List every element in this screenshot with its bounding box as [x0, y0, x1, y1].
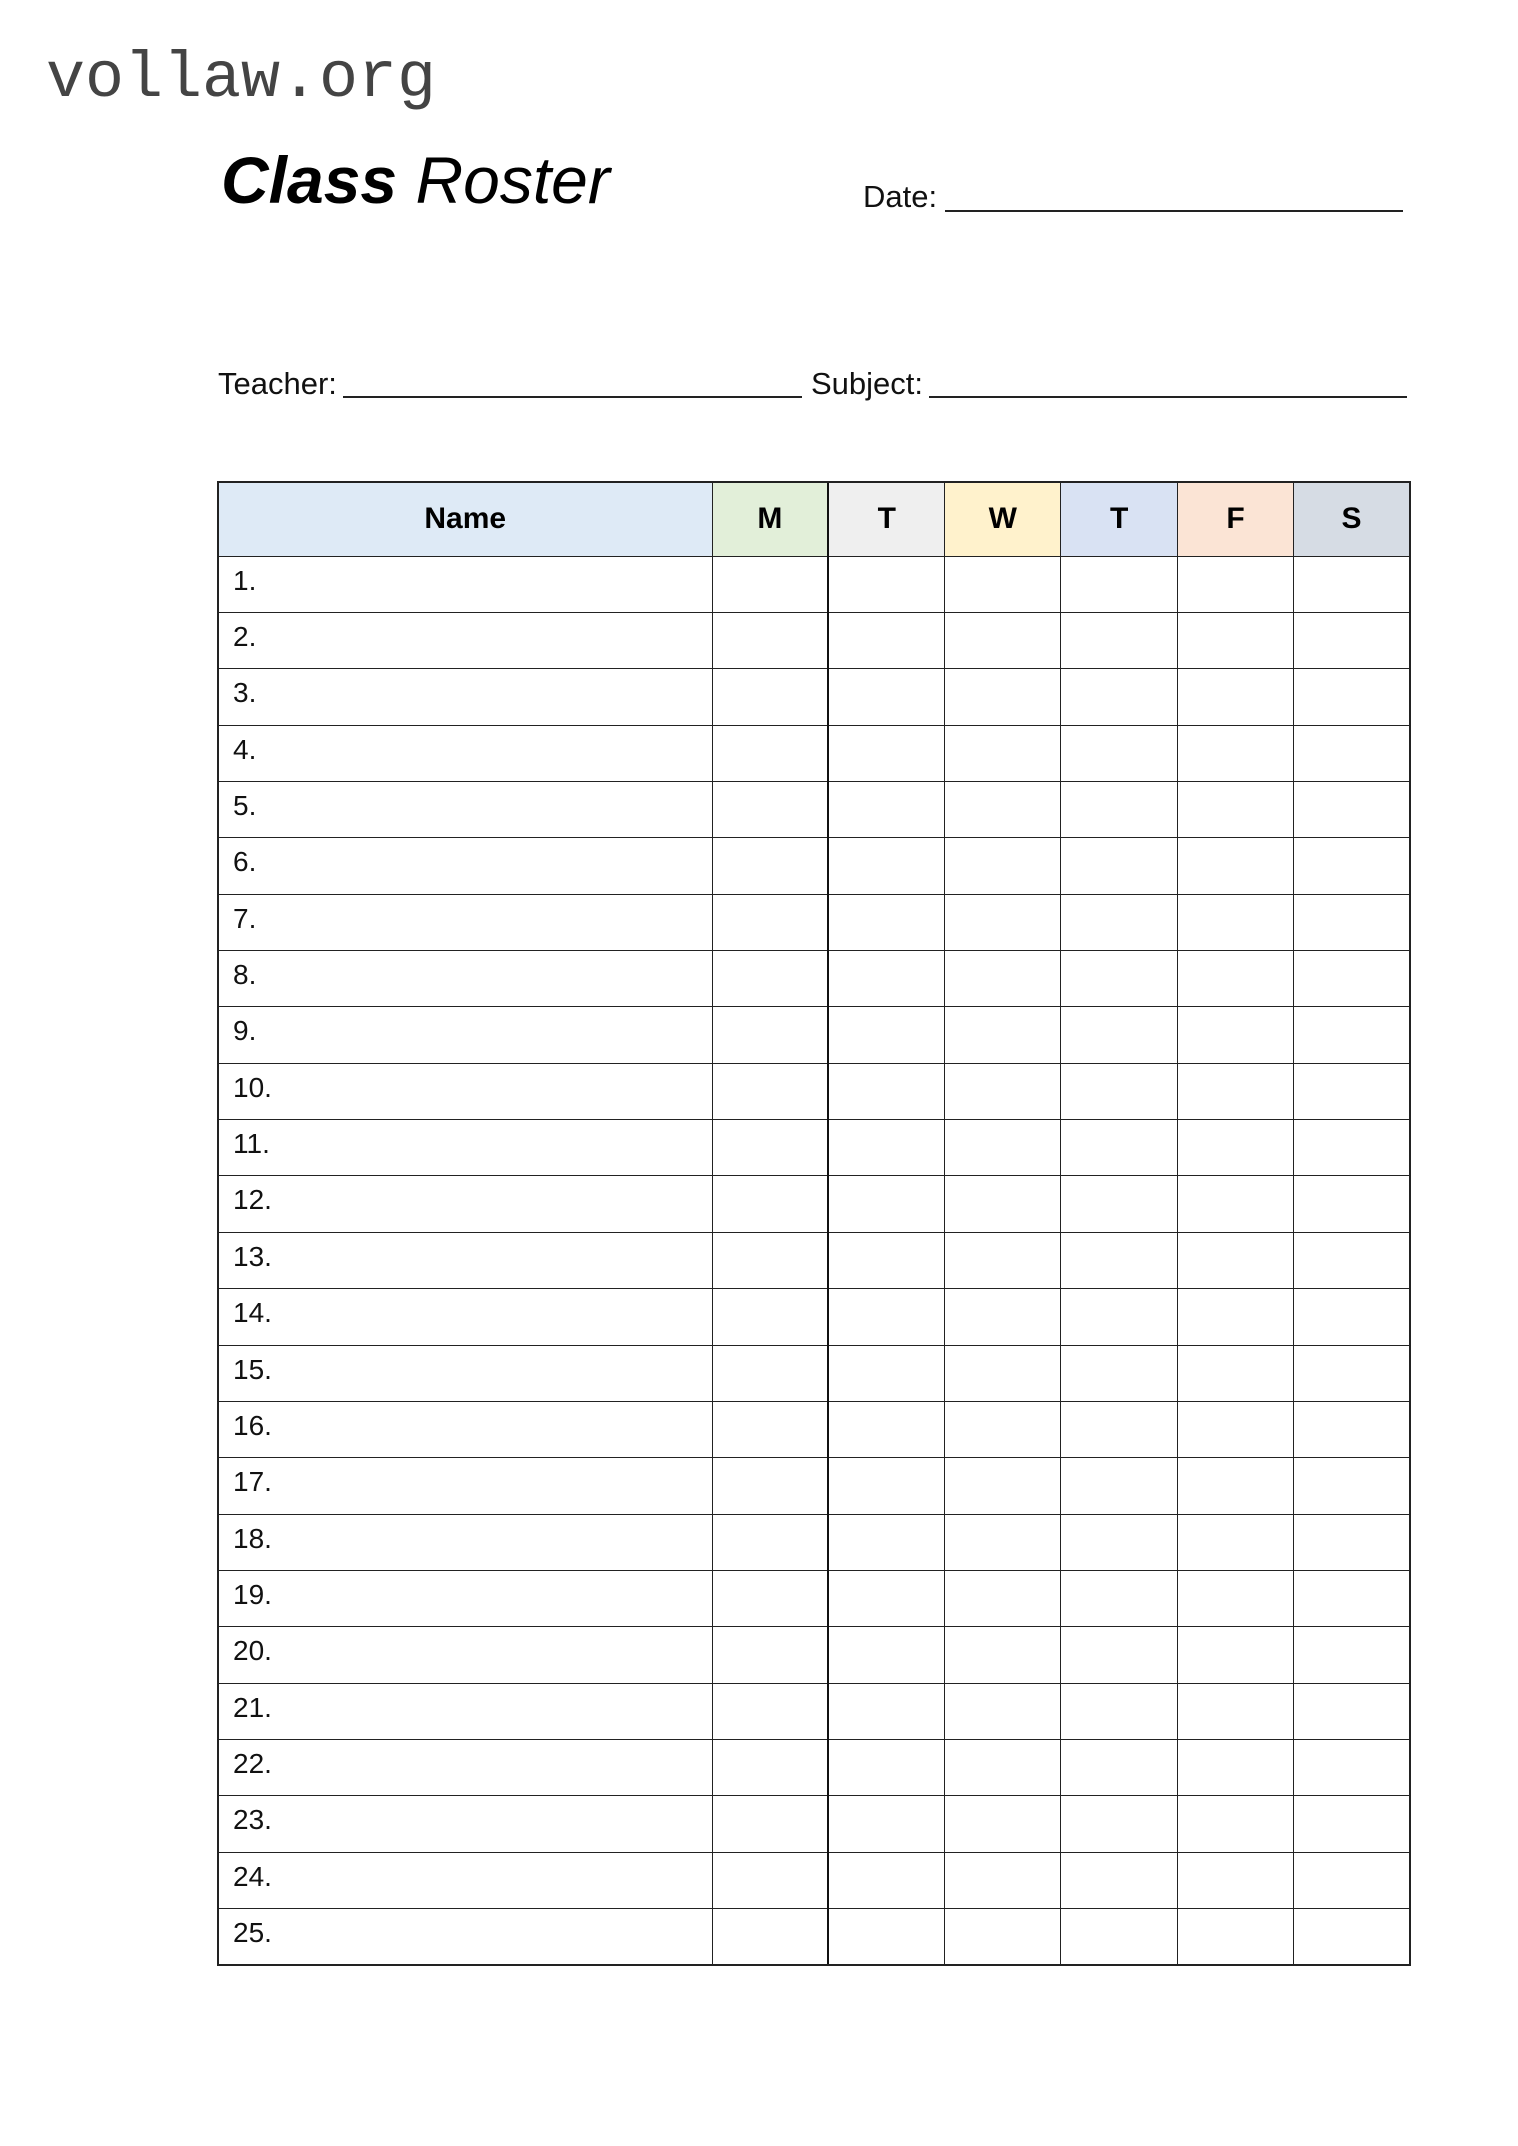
- attendance-cell-friday[interactable]: [1177, 1345, 1293, 1401]
- attendance-cell-monday[interactable]: [712, 1458, 828, 1514]
- attendance-cell-monday[interactable]: [712, 1345, 828, 1401]
- attendance-cell-thursday[interactable]: [1061, 894, 1177, 950]
- table-row: [218, 556, 1410, 612]
- table-row: [218, 1570, 1410, 1626]
- title-regular-part: Roster: [397, 143, 610, 217]
- attendance-cell-wednesday[interactable]: [945, 1627, 1061, 1683]
- attendance-cell-tuesday[interactable]: [828, 1852, 944, 1908]
- attendance-cell-monday[interactable]: [712, 1232, 828, 1288]
- attendance-cell-saturday[interactable]: [1294, 894, 1410, 950]
- attendance-cell-saturday[interactable]: [1294, 1063, 1410, 1119]
- student-name-cell[interactable]: 25.: [218, 1909, 712, 1965]
- attendance-cell-friday[interactable]: [1177, 951, 1293, 1007]
- attendance-cell-tuesday[interactable]: [828, 1627, 944, 1683]
- attendance-cell-thursday[interactable]: [1061, 1176, 1177, 1232]
- student-name-cell[interactable]: 10.: [218, 1063, 712, 1119]
- site-watermark: vollaw.org: [46, 42, 437, 116]
- student-name-cell[interactable]: 18.: [218, 1514, 712, 1570]
- attendance-cell-thursday[interactable]: [1061, 1120, 1177, 1176]
- attendance-cell-friday[interactable]: [1177, 1232, 1293, 1288]
- attendance-cell-tuesday[interactable]: [828, 1007, 944, 1063]
- attendance-cell-monday[interactable]: [712, 1401, 828, 1457]
- attendance-cell-monday[interactable]: [712, 1176, 828, 1232]
- table-row: [218, 1401, 1410, 1457]
- table-row: [218, 1120, 1410, 1176]
- attendance-cell-thursday[interactable]: [1061, 951, 1177, 1007]
- attendance-cell-wednesday[interactable]: [945, 1063, 1061, 1119]
- attendance-cell-saturday[interactable]: [1294, 781, 1410, 837]
- student-name-cell[interactable]: 7.: [218, 894, 712, 950]
- table-row: [218, 1627, 1410, 1683]
- attendance-cell-friday[interactable]: [1177, 1514, 1293, 1570]
- column-header-saturday: S: [1294, 482, 1410, 556]
- attendance-cell-friday[interactable]: [1177, 1683, 1293, 1739]
- attendance-cell-wednesday[interactable]: [945, 894, 1061, 950]
- attendance-cell-monday[interactable]: [712, 669, 828, 725]
- attendance-cell-wednesday[interactable]: [945, 1852, 1061, 1908]
- attendance-cell-saturday[interactable]: [1294, 1232, 1410, 1288]
- attendance-cell-monday[interactable]: [712, 612, 828, 668]
- table-row: [218, 1345, 1410, 1401]
- table-row: [218, 1852, 1410, 1908]
- attendance-cell-wednesday[interactable]: [945, 556, 1061, 612]
- table-row: [218, 1232, 1410, 1288]
- attendance-cell-friday[interactable]: [1177, 612, 1293, 668]
- attendance-cell-saturday[interactable]: [1294, 1120, 1410, 1176]
- attendance-cell-saturday[interactable]: [1294, 1909, 1410, 1965]
- attendance-cell-wednesday[interactable]: [945, 1740, 1061, 1796]
- attendance-cell-monday[interactable]: [712, 1796, 828, 1852]
- attendance-cell-wednesday[interactable]: [945, 669, 1061, 725]
- attendance-cell-saturday[interactable]: [1294, 1007, 1410, 1063]
- attendance-cell-saturday[interactable]: [1294, 1401, 1410, 1457]
- attendance-cell-thursday[interactable]: [1061, 1401, 1177, 1457]
- student-name-cell[interactable]: 16.: [218, 1401, 712, 1457]
- attendance-cell-friday[interactable]: [1177, 1401, 1293, 1457]
- attendance-cell-thursday[interactable]: [1061, 1740, 1177, 1796]
- student-name-cell[interactable]: 21.: [218, 1683, 712, 1739]
- table-row: [218, 781, 1410, 837]
- attendance-cell-friday[interactable]: [1177, 1796, 1293, 1852]
- attendance-cell-wednesday[interactable]: [945, 781, 1061, 837]
- attendance-cell-thursday[interactable]: [1061, 1232, 1177, 1288]
- attendance-cell-monday[interactable]: [712, 1627, 828, 1683]
- attendance-cell-thursday[interactable]: [1061, 1063, 1177, 1119]
- attendance-cell-saturday[interactable]: [1294, 838, 1410, 894]
- attendance-cell-tuesday[interactable]: [828, 669, 944, 725]
- attendance-cell-saturday[interactable]: [1294, 951, 1410, 1007]
- column-header-tuesday: T: [828, 482, 944, 556]
- table-row: [218, 1683, 1410, 1739]
- attendance-cell-friday[interactable]: [1177, 838, 1293, 894]
- attendance-cell-monday[interactable]: [712, 1852, 828, 1908]
- attendance-cell-thursday[interactable]: [1061, 612, 1177, 668]
- attendance-cell-saturday[interactable]: [1294, 1796, 1410, 1852]
- attendance-cell-saturday[interactable]: [1294, 1289, 1410, 1345]
- attendance-cell-monday[interactable]: [712, 1909, 828, 1965]
- page-title: [221, 140, 610, 220]
- table-row: [218, 894, 1410, 950]
- attendance-cell-friday[interactable]: [1177, 1176, 1293, 1232]
- table-row: [218, 1289, 1410, 1345]
- table-row: [218, 1063, 1410, 1119]
- attendance-cell-tuesday[interactable]: [828, 1232, 944, 1288]
- attendance-cell-friday[interactable]: [1177, 1458, 1293, 1514]
- attendance-cell-tuesday[interactable]: [828, 1796, 944, 1852]
- student-name-cell[interactable]: 23.: [218, 1796, 712, 1852]
- student-name-cell[interactable]: 24.: [218, 1852, 712, 1908]
- attendance-cell-tuesday[interactable]: [828, 781, 944, 837]
- table-row: [218, 669, 1410, 725]
- attendance-cell-wednesday[interactable]: [945, 1458, 1061, 1514]
- student-name-cell[interactable]: 17.: [218, 1458, 712, 1514]
- attendance-cell-saturday[interactable]: [1294, 556, 1410, 612]
- column-header-friday: F: [1177, 482, 1293, 556]
- attendance-cell-monday[interactable]: [712, 838, 828, 894]
- attendance-cell-friday[interactable]: [1177, 894, 1293, 950]
- column-header-wednesday: W: [945, 482, 1061, 556]
- attendance-cell-monday[interactable]: [712, 781, 828, 837]
- attendance-cell-wednesday[interactable]: [945, 1289, 1061, 1345]
- attendance-cell-tuesday[interactable]: [828, 1740, 944, 1796]
- attendance-cell-friday[interactable]: [1177, 1120, 1293, 1176]
- attendance-cell-monday[interactable]: [712, 556, 828, 612]
- attendance-cell-tuesday[interactable]: [828, 838, 944, 894]
- attendance-cell-monday[interactable]: [712, 1120, 828, 1176]
- student-name-cell[interactable]: 9.: [218, 1007, 712, 1063]
- student-name-cell[interactable]: 6.: [218, 838, 712, 894]
- attendance-cell-saturday[interactable]: [1294, 1683, 1410, 1739]
- attendance-cell-wednesday[interactable]: [945, 1176, 1061, 1232]
- attendance-cell-tuesday[interactable]: [828, 725, 944, 781]
- attendance-cell-friday[interactable]: [1177, 1909, 1293, 1965]
- attendance-cell-saturday[interactable]: [1294, 1740, 1410, 1796]
- attendance-cell-friday[interactable]: [1177, 1007, 1293, 1063]
- attendance-cell-thursday[interactable]: [1061, 1627, 1177, 1683]
- attendance-cell-friday[interactable]: [1177, 1627, 1293, 1683]
- attendance-cell-thursday[interactable]: [1061, 1007, 1177, 1063]
- attendance-cell-wednesday[interactable]: [945, 1570, 1061, 1626]
- attendance-cell-monday[interactable]: [712, 894, 828, 950]
- attendance-cell-monday[interactable]: [712, 1007, 828, 1063]
- title-bold-part: Class: [221, 143, 398, 217]
- attendance-cell-thursday[interactable]: [1061, 669, 1177, 725]
- attendance-cell-friday[interactable]: [1177, 1289, 1293, 1345]
- attendance-cell-tuesday[interactable]: [828, 951, 944, 1007]
- attendance-cell-wednesday[interactable]: [945, 1120, 1061, 1176]
- attendance-cell-thursday[interactable]: [1061, 1570, 1177, 1626]
- student-name-cell[interactable]: 12.: [218, 1176, 712, 1232]
- attendance-cell-saturday[interactable]: [1294, 1176, 1410, 1232]
- attendance-cell-thursday[interactable]: [1061, 1796, 1177, 1852]
- attendance-cell-saturday[interactable]: [1294, 1514, 1410, 1570]
- attendance-cell-tuesday[interactable]: [828, 1458, 944, 1514]
- attendance-cell-tuesday[interactable]: [828, 1570, 944, 1626]
- attendance-cell-thursday[interactable]: [1061, 1289, 1177, 1345]
- attendance-cell-saturday[interactable]: [1294, 612, 1410, 668]
- attendance-cell-monday[interactable]: [712, 1683, 828, 1739]
- table-row: [218, 838, 1410, 894]
- student-name-cell[interactable]: 14.: [218, 1289, 712, 1345]
- attendance-cell-monday[interactable]: [712, 1063, 828, 1119]
- attendance-cell-tuesday[interactable]: [828, 1401, 944, 1457]
- attendance-cell-monday[interactable]: [712, 1514, 828, 1570]
- attendance-cell-tuesday[interactable]: [828, 1176, 944, 1232]
- attendance-cell-friday[interactable]: [1177, 556, 1293, 612]
- date-label: Date:: [863, 179, 938, 214]
- attendance-cell-tuesday[interactable]: [828, 1683, 944, 1739]
- table-row: [218, 612, 1410, 668]
- attendance-cell-saturday[interactable]: [1294, 1458, 1410, 1514]
- attendance-cell-thursday[interactable]: [1061, 781, 1177, 837]
- attendance-cell-tuesday[interactable]: [828, 1063, 944, 1119]
- table-row: [218, 951, 1410, 1007]
- table-row: [218, 1458, 1410, 1514]
- table-row: [218, 1514, 1410, 1570]
- table-row: [218, 1740, 1410, 1796]
- attendance-cell-wednesday[interactable]: [945, 1909, 1061, 1965]
- roster-body: [218, 556, 1410, 1965]
- student-name-cell[interactable]: 8.: [218, 951, 712, 1007]
- header-row: [218, 482, 1410, 556]
- attendance-cell-tuesday[interactable]: [828, 1514, 944, 1570]
- subject-field[interactable]: [929, 396, 1407, 398]
- attendance-cell-saturday[interactable]: [1294, 1627, 1410, 1683]
- attendance-cell-thursday[interactable]: [1061, 1514, 1177, 1570]
- attendance-cell-wednesday[interactable]: [945, 1796, 1061, 1852]
- attendance-cell-wednesday[interactable]: [945, 612, 1061, 668]
- teacher-label: Teacher:: [218, 366, 337, 401]
- attendance-cell-saturday[interactable]: [1294, 1852, 1410, 1908]
- attendance-cell-thursday[interactable]: [1061, 1683, 1177, 1739]
- attendance-cell-wednesday[interactable]: [945, 1514, 1061, 1570]
- column-header-thursday: T: [1061, 482, 1177, 556]
- student-name-cell[interactable]: 3.: [218, 669, 712, 725]
- subject-label: Subject:: [811, 366, 924, 401]
- attendance-cell-monday[interactable]: [712, 1570, 828, 1626]
- attendance-cell-monday[interactable]: [712, 1740, 828, 1796]
- attendance-cell-thursday[interactable]: [1061, 725, 1177, 781]
- attendance-cell-wednesday[interactable]: [945, 838, 1061, 894]
- attendance-cell-monday[interactable]: [712, 725, 828, 781]
- attendance-cell-thursday[interactable]: [1061, 1909, 1177, 1965]
- attendance-cell-thursday[interactable]: [1061, 1852, 1177, 1908]
- table-row: [218, 725, 1410, 781]
- attendance-cell-tuesday[interactable]: [828, 1120, 944, 1176]
- attendance-cell-tuesday[interactable]: [828, 1345, 944, 1401]
- attendance-cell-tuesday[interactable]: [828, 612, 944, 668]
- attendance-cell-friday[interactable]: [1177, 669, 1293, 725]
- student-name-cell[interactable]: 22.: [218, 1740, 712, 1796]
- attendance-cell-wednesday[interactable]: [945, 1007, 1061, 1063]
- student-name-cell[interactable]: 11.: [218, 1120, 712, 1176]
- attendance-cell-thursday[interactable]: [1061, 1458, 1177, 1514]
- table-row: [218, 1909, 1410, 1965]
- date-field[interactable]: [945, 210, 1403, 212]
- attendance-cell-monday[interactable]: [712, 1289, 828, 1345]
- table-row: [218, 1176, 1410, 1232]
- attendance-cell-wednesday[interactable]: [945, 1401, 1061, 1457]
- student-name-cell[interactable]: 20.: [218, 1627, 712, 1683]
- attendance-cell-saturday[interactable]: [1294, 1570, 1410, 1626]
- attendance-cell-saturday[interactable]: [1294, 669, 1410, 725]
- student-name-cell[interactable]: 5.: [218, 781, 712, 837]
- attendance-cell-thursday[interactable]: [1061, 1345, 1177, 1401]
- student-name-cell[interactable]: 15.: [218, 1345, 712, 1401]
- student-name-cell[interactable]: 13.: [218, 1232, 712, 1288]
- attendance-cell-tuesday[interactable]: [828, 894, 944, 950]
- table-row: [218, 1007, 1410, 1063]
- student-name-cell[interactable]: 4.: [218, 725, 712, 781]
- student-name-cell[interactable]: 19.: [218, 1570, 712, 1626]
- attendance-cell-friday[interactable]: [1177, 1063, 1293, 1119]
- teacher-field[interactable]: [343, 396, 802, 398]
- table-row: [218, 1796, 1410, 1852]
- attendance-cell-tuesday[interactable]: [828, 556, 944, 612]
- attendance-cell-wednesday[interactable]: [945, 1345, 1061, 1401]
- attendance-cell-wednesday[interactable]: [945, 725, 1061, 781]
- column-header-name: Name: [218, 482, 712, 556]
- student-name-cell[interactable]: 1.: [218, 556, 712, 612]
- column-header-monday: M: [712, 482, 828, 556]
- attendance-cell-friday[interactable]: [1177, 1852, 1293, 1908]
- attendance-cell-saturday[interactable]: [1294, 725, 1410, 781]
- roster-table: [217, 481, 1411, 1966]
- attendance-cell-wednesday[interactable]: [945, 1683, 1061, 1739]
- attendance-cell-wednesday[interactable]: [945, 951, 1061, 1007]
- attendance-cell-friday[interactable]: [1177, 1570, 1293, 1626]
- attendance-cell-tuesday[interactable]: [828, 1289, 944, 1345]
- attendance-cell-tuesday[interactable]: [828, 1909, 944, 1965]
- attendance-cell-monday[interactable]: [712, 951, 828, 1007]
- attendance-cell-thursday[interactable]: [1061, 556, 1177, 612]
- attendance-cell-friday[interactable]: [1177, 1740, 1293, 1796]
- student-name-cell[interactable]: 2.: [218, 612, 712, 668]
- attendance-cell-thursday[interactable]: [1061, 838, 1177, 894]
- attendance-cell-friday[interactable]: [1177, 725, 1293, 781]
- attendance-cell-saturday[interactable]: [1294, 1345, 1410, 1401]
- attendance-cell-wednesday[interactable]: [945, 1232, 1061, 1288]
- attendance-cell-friday[interactable]: [1177, 781, 1293, 837]
